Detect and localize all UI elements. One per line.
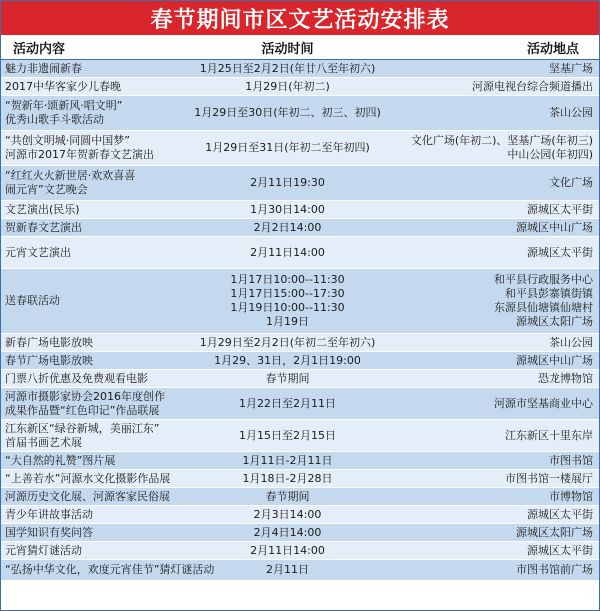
activity-cell-line: “上善若水”河源水文化摄影作品展 <box>5 471 171 485</box>
place-cell <box>409 524 599 541</box>
activity-cell-line: 河源市摄影家协会2016年度创作 <box>5 389 165 403</box>
place-cell-line: 文化广场(年初二)、坚基广场(年初三) <box>410 134 593 147</box>
place-cell <box>409 370 599 387</box>
time-cell-line: 1月29日(年初二) <box>245 79 330 93</box>
table-row <box>1 542 599 560</box>
activity-cell-line: 首届书画艺术展 <box>5 435 82 449</box>
time-cell-line: 1月25日至2月2日(年廿八至年初六) <box>199 61 376 75</box>
place-cell-line: 源城区太阳广场 <box>516 525 593 539</box>
place-cell <box>409 96 599 130</box>
table-row <box>1 452 599 470</box>
header-place: 活动地点 <box>526 41 579 57</box>
activity-cell-line: 新春广场电影放映 <box>5 335 93 349</box>
time-cell-line: 1月22日至2月11日 <box>239 396 336 410</box>
activity-cell <box>1 420 166 451</box>
activity-cell <box>1 506 166 523</box>
table-row <box>1 470 599 488</box>
activity-cell-line: “大自然的礼赞”图片展 <box>5 453 116 467</box>
place-cell-line: 市博物馆 <box>549 489 593 503</box>
time-cell <box>166 560 409 580</box>
place-cell-line: 河源市坚基商业中心 <box>494 396 593 410</box>
place-cell-line: 东源县仙塘镇仙塘村 <box>494 301 593 314</box>
time-cell <box>166 420 409 451</box>
activity-cell <box>1 60 166 77</box>
time-cell <box>166 201 409 218</box>
table-row <box>1 524 599 542</box>
time-cell <box>166 60 409 77</box>
time-cell-line: 1月17日10:00--11:30 <box>230 273 345 286</box>
time-cell-line: 1月17日15:00--17:30 <box>230 287 345 300</box>
time-cell-line: 1月29日至31日(年初二至年初四) <box>205 141 370 154</box>
time-cell <box>166 219 409 236</box>
table-title: 春节期间市区文艺活动安排表 <box>1 1 599 35</box>
place-cell <box>409 334 599 351</box>
time-cell <box>166 488 409 505</box>
place-cell-line: 坚基广场 <box>549 61 593 75</box>
activity-cell-line: “红红火火新世居·欢欢喜喜 <box>5 169 136 182</box>
activity-cell-line: 优秀山歌手斗歌活动 <box>5 113 104 126</box>
place-cell-line: 河源电视台综合频道播出 <box>472 79 593 93</box>
time-cell-line: 2月11日14:00 <box>250 543 325 557</box>
table-row <box>1 560 599 581</box>
time-cell <box>166 269 409 333</box>
time-cell <box>166 452 409 469</box>
table-row <box>1 166 599 201</box>
activity-cell-line: 元宵猜灯谜活动 <box>5 543 82 557</box>
table-row <box>1 488 599 506</box>
activity-cell <box>1 524 166 541</box>
activity-cell <box>1 96 166 130</box>
activity-cell-line: 青少年讲故事活动 <box>5 507 93 521</box>
place-cell-line: 源城区太平街 <box>527 543 593 557</box>
place-cell-line: 茶山公园 <box>549 335 593 349</box>
table-row <box>1 60 599 78</box>
activity-cell-line: 闹元宵”文艺晚会 <box>5 183 88 196</box>
table-row <box>1 219 599 237</box>
time-cell <box>166 388 409 419</box>
table-row <box>1 370 599 388</box>
table-row <box>1 352 599 370</box>
time-cell <box>166 542 409 559</box>
table-row <box>1 96 599 131</box>
time-cell <box>166 506 409 523</box>
table-row <box>1 506 599 524</box>
place-cell <box>409 78 599 95</box>
activity-cell <box>1 131 166 165</box>
activity-cell-line: “弘扬中华文化，欢度元宵佳节”猜灯谜活动 <box>5 563 215 576</box>
time-cell <box>166 78 409 95</box>
activity-cell <box>1 370 166 387</box>
activity-cell-line: 春节广场电影放映 <box>5 353 93 367</box>
time-cell <box>166 96 409 130</box>
place-cell-line: 源城区太平街 <box>527 507 593 521</box>
time-cell-line: 2月4日14:00 <box>253 525 322 539</box>
activity-cell <box>1 560 215 580</box>
place-cell <box>409 131 599 165</box>
activity-cell <box>1 352 166 369</box>
place-cell-line: 市图书馆 <box>549 453 593 467</box>
place-cell <box>409 60 599 77</box>
activity-cell-line: 成果作品暨“红色印记”作品联展 <box>5 403 160 417</box>
place-cell <box>409 201 599 218</box>
place-cell <box>409 560 599 580</box>
activity-cell <box>1 166 166 200</box>
time-cell-line: 2月11日14:00 <box>250 245 325 259</box>
place-cell <box>409 506 599 523</box>
place-cell-line: 恐龙博物馆 <box>538 371 593 385</box>
activity-cell-line: 文艺演出(民乐) <box>5 202 80 216</box>
activity-cell-line: 河源历史文化展、河源客家民俗展 <box>5 489 170 503</box>
time-cell-line: 1月29日至2月2日(年初二至年初六) <box>199 335 376 349</box>
time-cell <box>166 352 409 369</box>
activity-cell-line: 元宵文艺演出 <box>5 245 71 259</box>
place-cell <box>409 352 599 369</box>
activity-cell <box>1 388 166 419</box>
place-cell-line: 源城区太阳广场 <box>516 315 593 328</box>
time-cell-line: 1月15日至2月15日 <box>239 428 336 442</box>
activity-cell-line: “贺新年·颂新风·唱文明” <box>5 99 123 112</box>
activity-cell-line: 贺新春文艺演出 <box>5 220 82 234</box>
place-cell <box>409 542 599 559</box>
table-row <box>1 237 599 269</box>
place-cell <box>409 488 599 505</box>
time-cell-line: 春节期间 <box>265 489 310 503</box>
activity-cell-line: 2017中华客家少儿春晚 <box>5 79 121 93</box>
time-cell-line: 2月2日14:00 <box>253 220 322 234</box>
table-row <box>1 78 599 96</box>
table-header <box>1 35 599 60</box>
activity-cell-line: “共创文明城·同圆中国梦” <box>5 134 130 147</box>
table-row <box>1 420 599 452</box>
place-cell-line: 源城区太平街 <box>527 245 593 259</box>
time-cell-line: 2月11日 <box>266 563 309 576</box>
time-cell-line: 2月11日19:30 <box>250 176 325 189</box>
header-time: 活动时间 <box>261 41 314 57</box>
time-cell-line: 1月19日 <box>266 315 309 328</box>
time-cell-line: 1月29、31日，2月1日19:00 <box>214 353 361 367</box>
activity-cell <box>1 542 166 559</box>
time-cell-line: 1月19日10:00--11:30 <box>230 301 345 314</box>
place-cell <box>409 166 599 200</box>
place-cell-line: 和平县行政服务中心 <box>494 273 593 286</box>
place-cell-line: 茶山公园 <box>549 106 593 119</box>
time-cell-line: 1月18日-2月28日 <box>242 471 333 485</box>
place-cell <box>409 388 599 419</box>
place-cell-line: 市图书馆一楼展厅 <box>505 471 593 485</box>
time-cell <box>166 470 409 487</box>
time-cell <box>166 334 409 351</box>
activity-cell-line: 河源市2017年贺新春文艺演出 <box>5 148 154 161</box>
place-cell <box>409 470 599 487</box>
activity-cell <box>1 269 166 333</box>
activity-cell-line: 送春联活动 <box>5 294 60 307</box>
activity-cell-line: 门票八折优惠及免费观看电影 <box>5 371 148 385</box>
place-cell <box>409 219 599 236</box>
activity-cell <box>1 470 171 487</box>
place-cell-line: 江东新区十里东岸 <box>505 428 593 442</box>
table-row <box>1 334 599 352</box>
activity-cell <box>1 237 166 268</box>
time-cell-line: 2月3日14:00 <box>253 507 322 521</box>
time-cell-line: 1月11日-2月11日 <box>242 453 333 467</box>
time-cell <box>166 166 409 200</box>
place-cell-line: 源城区中山广场 <box>516 220 593 234</box>
place-cell-line: 文化广场 <box>549 176 593 189</box>
table-row <box>1 201 599 219</box>
place-cell-line: 源城区太平街 <box>527 202 593 216</box>
activity-cell <box>1 78 166 95</box>
place-cell-line: 和平县彭寨镇街镇 <box>505 287 593 300</box>
table-row <box>1 131 599 166</box>
activity-cell-line: 魅力非遗闹新春 <box>5 61 82 75</box>
header-activity: 活动内容 <box>13 41 66 57</box>
place-cell <box>409 420 599 451</box>
place-cell <box>409 452 599 469</box>
activity-cell <box>1 488 170 505</box>
activity-cell <box>1 452 166 469</box>
place-cell-line: 中山公园(年初四) <box>507 148 593 161</box>
activity-cell <box>1 219 166 236</box>
place-cell-line: 源城区中山广场 <box>516 353 593 367</box>
table-body <box>1 60 599 581</box>
time-cell <box>166 237 409 268</box>
time-cell-line: 1月30日14:00 <box>250 202 325 216</box>
place-cell <box>409 269 599 333</box>
place-cell-line: 市图书馆前广场 <box>516 563 593 576</box>
activity-cell-line: 江东新区“绿谷新城，美丽江东” <box>5 421 160 435</box>
table-row <box>1 388 599 420</box>
time-cell <box>166 131 409 165</box>
table-row <box>1 269 599 334</box>
time-cell-line: 1月29日至30日(年初二、初三、初四) <box>194 106 381 119</box>
time-cell <box>166 524 409 541</box>
activity-cell <box>1 201 166 218</box>
time-cell-line: 春节期间 <box>265 371 310 385</box>
activity-cell <box>1 334 166 351</box>
place-cell <box>409 237 599 268</box>
activity-cell-line: 国学知识有奖问答 <box>5 525 93 539</box>
time-cell <box>166 370 409 387</box>
